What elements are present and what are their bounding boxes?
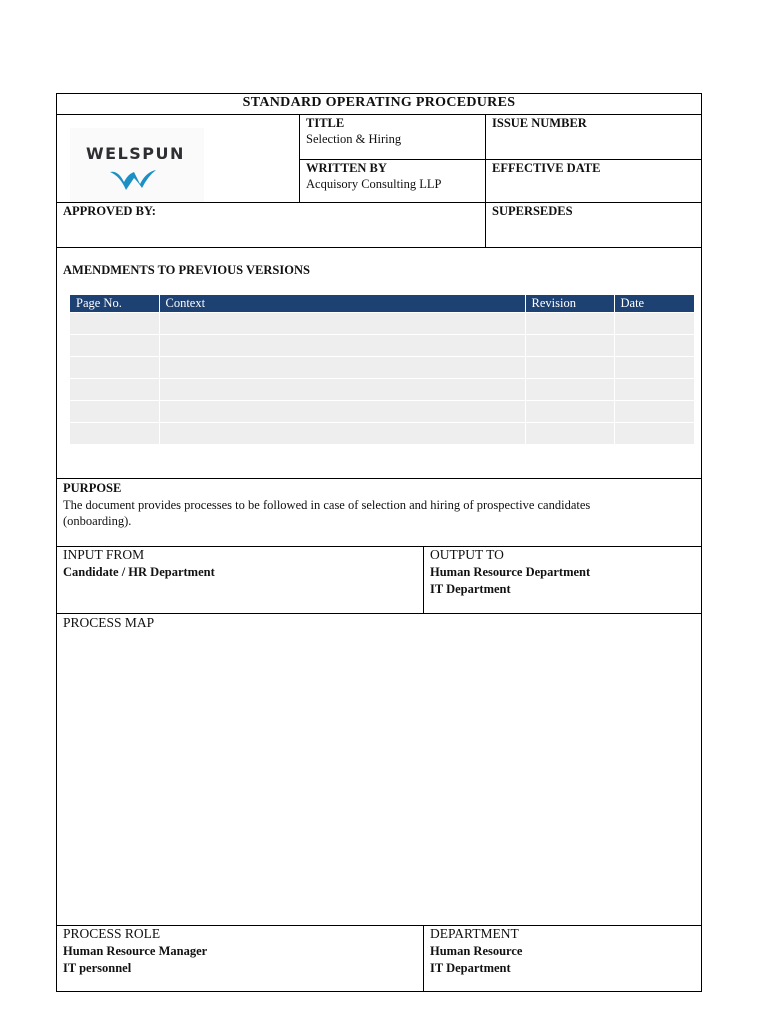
table-cell xyxy=(70,313,159,335)
table-row xyxy=(70,335,694,357)
title-value: Selection & Hiring xyxy=(306,132,402,146)
divider xyxy=(423,925,424,992)
column-header: Revision xyxy=(525,295,614,313)
table-cell xyxy=(70,357,159,379)
welspun-logo xyxy=(70,128,204,202)
effective-date-label: EFFECTIVE DATE xyxy=(492,161,601,175)
table-cell xyxy=(70,423,159,445)
process-role-line1: Human Resource Manager xyxy=(63,944,208,958)
table-cell xyxy=(525,379,614,401)
welspun-logo-icon xyxy=(108,168,166,192)
output-to-line1: Human Resource Department xyxy=(430,565,591,579)
process-map-heading: PROCESS MAP xyxy=(63,615,155,630)
output-to-heading: OUTPUT TO xyxy=(430,547,504,562)
issue-number-label: ISSUE NUMBER xyxy=(492,116,587,130)
table-cell xyxy=(614,379,694,401)
logo-wordmark: WELSPUN xyxy=(86,144,185,163)
table-cell xyxy=(70,335,159,357)
purpose-text-line2: (onboarding). xyxy=(63,514,132,528)
table-cell xyxy=(159,423,525,445)
process-role-line2: IT personnel xyxy=(63,961,132,975)
table-row xyxy=(70,423,694,445)
table-cell xyxy=(159,357,525,379)
table-header-row xyxy=(70,295,694,313)
divider xyxy=(485,114,486,248)
column-header: Date xyxy=(614,295,694,313)
output-to-line2: IT Department xyxy=(430,582,511,596)
table-cell xyxy=(70,379,159,401)
table-cell xyxy=(159,379,525,401)
page-title: STANDARD OPERATING PROCEDURES xyxy=(242,95,516,110)
divider xyxy=(56,247,702,248)
table-row xyxy=(70,379,694,401)
column-header: Context xyxy=(159,295,525,313)
column-header: Page No. xyxy=(70,295,159,313)
department-line1: Human Resource xyxy=(430,944,523,958)
divider xyxy=(56,613,702,614)
table-cell xyxy=(614,313,694,335)
department-line2: IT Department xyxy=(430,961,511,975)
table-cell xyxy=(614,401,694,423)
table-row xyxy=(70,357,694,379)
table-cell xyxy=(525,423,614,445)
document-frame xyxy=(56,93,702,992)
table-cell xyxy=(159,401,525,423)
input-from-heading: INPUT FROM xyxy=(63,547,145,562)
divider xyxy=(423,546,424,614)
divider xyxy=(56,114,702,115)
department-heading: DEPARTMENT xyxy=(430,926,519,941)
table-cell xyxy=(614,423,694,445)
purpose-text-line1: The document provides processes to be followed in case of selection and hiring of prospective candidates xyxy=(63,498,591,512)
table-row xyxy=(70,401,694,423)
table-cell xyxy=(525,357,614,379)
table-row xyxy=(70,313,694,335)
table-cell xyxy=(614,357,694,379)
amendments-heading: AMENDMENTS TO PREVIOUS VERSIONS xyxy=(63,263,310,277)
table-cell xyxy=(525,313,614,335)
table-cell xyxy=(614,335,694,357)
divider xyxy=(56,546,702,547)
table-cell xyxy=(525,335,614,357)
table-cell xyxy=(159,335,525,357)
table-cell xyxy=(70,401,159,423)
written-by-label: WRITTEN BY xyxy=(306,161,387,175)
table-cell xyxy=(525,401,614,423)
input-from-value: Candidate / HR Department xyxy=(63,565,215,579)
amendments-table xyxy=(70,295,694,444)
divider xyxy=(56,478,702,479)
purpose-heading: PURPOSE xyxy=(63,481,122,495)
written-by-value: Acquisory Consulting LLP xyxy=(306,177,442,191)
table-cell xyxy=(159,313,525,335)
title-label: TITLE xyxy=(306,116,345,130)
approved-by-label: APPROVED BY: xyxy=(63,204,156,218)
supersedes-label: SUPERSEDES xyxy=(492,204,573,218)
process-role-heading: PROCESS ROLE xyxy=(63,926,161,941)
